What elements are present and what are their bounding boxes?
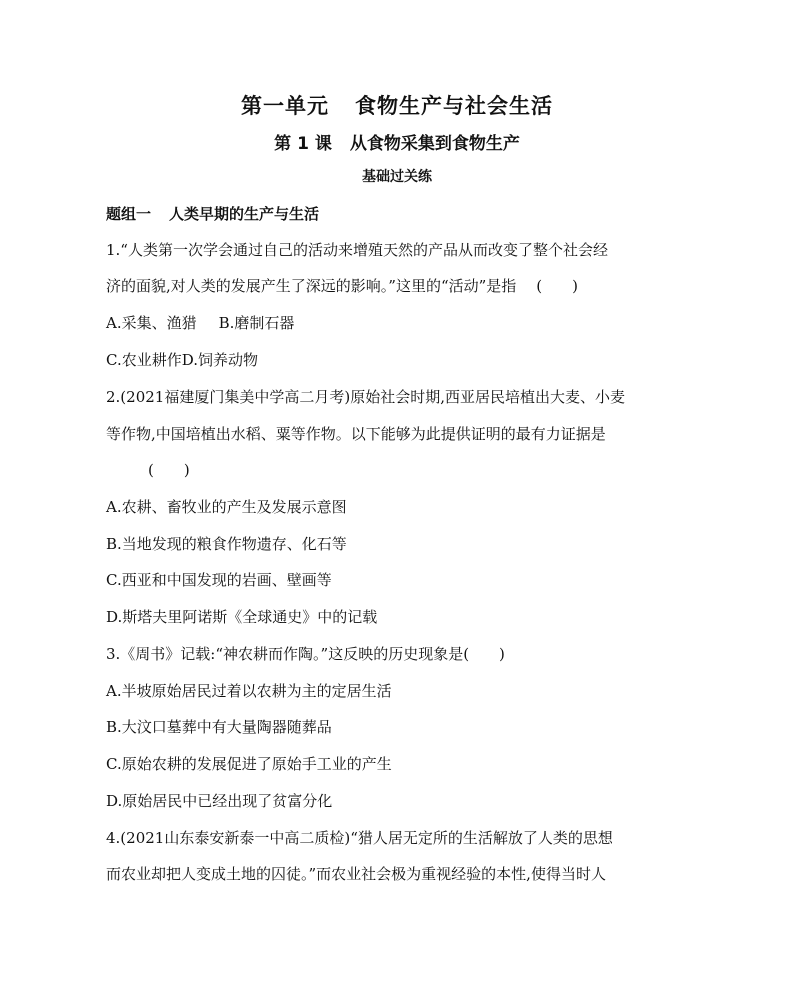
lesson-title [0, 129, 794, 154]
q3-option-d: D.原始居民中已经出现了贫富分化 [106, 792, 333, 810]
q1-stem-line-2 [106, 276, 578, 296]
group-label: 题组一 [106, 205, 152, 223]
q2-option-d: D.斯塔夫里阿诺斯《全球通史》中的记载 [106, 608, 378, 626]
q3-option-b: B.大汶口墓葬中有大量陶器随葬品 [106, 718, 332, 736]
q3-stem: 3.《周书》记载:“神农耕而作陶。”这反映的历史现象是( ) [106, 645, 505, 663]
q3-option-a: A.半坡原始居民过着以农耕为主的定居生活 [106, 682, 392, 700]
q2-stem-line-2: 等作物,中国培植出水稻、粟等作物。以下能够为此提供证明的最有力证据是 [106, 425, 606, 443]
q2-option-c: C.西亚和中国发现的岩画、壁画等 [106, 571, 332, 589]
question-group-heading [106, 203, 319, 224]
q2-option-a: A.农耕、畜牧业的产生及发展示意图 [106, 498, 347, 516]
q2-answer-blank: ( ) [148, 461, 190, 479]
group-title: 人类早期的生产与生活 [169, 205, 320, 223]
q1-option-b: B.磨制石器 [218, 314, 295, 332]
q2-stem-line-1: 2.(2021福建厦门集美中学高二月考)原始社会时期,西亚居民培植出大麦、小麦 [106, 388, 625, 406]
q1-options-ab [106, 313, 294, 333]
q1-answer-blank: ( ) [536, 277, 578, 295]
section-subtitle: 基础过关练 [362, 169, 432, 185]
unit-title [0, 90, 794, 120]
unit-label: 第一单元 [241, 94, 329, 118]
q1-options-cd: C.农业耕作D.饲养动物 [106, 351, 258, 369]
q1-stem-text: 济的面貌,对人类的发展产生了深远的影响。”这里的“活动”是指 [106, 277, 517, 295]
q4-stem-line-2: 而农业却把人变成土地的囚徒。”而农业社会极为重视经验的本性,使得当时人 [106, 865, 606, 883]
lesson-name: 从食物采集到食物生产 [349, 134, 520, 154]
q2-option-b: B.当地发现的粮食作物遗存、化石等 [106, 535, 347, 553]
lesson-number: 第 1 课 [274, 134, 332, 154]
q1-stem-line-1: 1.“人类第一次学会通过自己的活动来增殖天然的产品从而改变了整个社会经 [106, 241, 608, 259]
q3-option-c: C.原始农耕的发展促进了原始手工业的产生 [106, 755, 392, 773]
q1-option-a: A.采集、渔猎 [106, 314, 197, 332]
q4-stem-line-1: 4.(2021山东泰安新泰一中高二质检)“猎人居无定所的生活解放了人类的思想 [106, 829, 613, 847]
unit-name: 食物生产与社会生活 [355, 94, 553, 118]
